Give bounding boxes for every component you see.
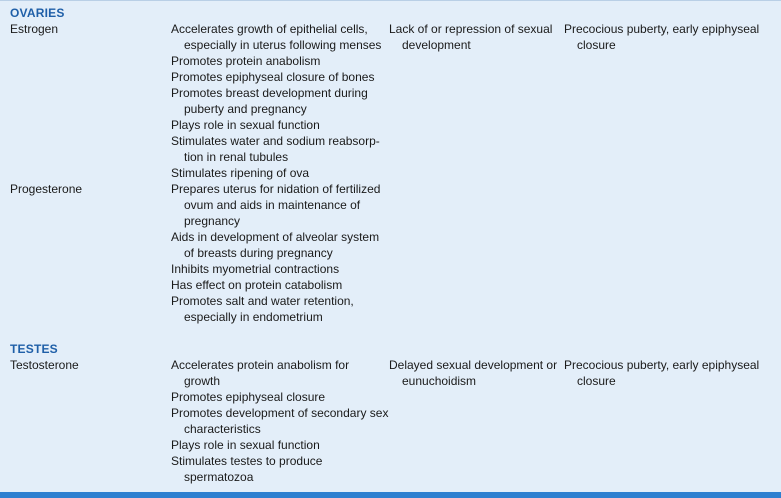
function-line: Plays role in sexual function bbox=[171, 438, 320, 452]
function-line: especially in uterus following menses bbox=[184, 38, 382, 52]
function-line: Promotes epiphyseal closure of bones bbox=[171, 70, 375, 84]
function-line: Promotes salt and water retention, bbox=[171, 294, 354, 308]
hormone-name: Progesterone bbox=[10, 182, 83, 196]
hormone-row-progesterone bbox=[0, 181, 781, 325]
hyper-cell bbox=[564, 357, 764, 485]
hormone-row-testosterone bbox=[0, 357, 781, 485]
function-line: Accelerates protein anabolism for bbox=[171, 358, 350, 372]
function-line: Prepares uterus for nidation of fertilized bbox=[171, 182, 381, 196]
section-title: TESTES bbox=[10, 342, 58, 356]
function-line: Promotes epiphyseal closure bbox=[171, 390, 326, 404]
function-line: characteristics bbox=[184, 422, 261, 436]
function-line: spermatozoa bbox=[184, 470, 254, 484]
function-line: pregnancy bbox=[184, 214, 241, 228]
hypo-line: development bbox=[402, 38, 471, 52]
top-rule bbox=[0, 0, 781, 1]
section-testes bbox=[0, 341, 781, 485]
function-line: Has effect on protein catabolism bbox=[171, 278, 343, 292]
section-ovaries bbox=[0, 5, 781, 325]
function-line: growth bbox=[184, 374, 221, 388]
functions-cell bbox=[171, 357, 389, 485]
function-line: especially in endometrium bbox=[184, 310, 323, 324]
hormone-row-estrogen bbox=[0, 21, 781, 181]
function-line: Stimulates testes to produce bbox=[171, 454, 323, 468]
function-line: Accelerates growth of epithelial cells, bbox=[171, 22, 368, 36]
hormone-table bbox=[0, 5, 781, 485]
function-line: Promotes development of secondary sex bbox=[171, 406, 389, 420]
functions-cell bbox=[171, 181, 389, 325]
hypo-cell bbox=[389, 181, 564, 325]
function-line: Stimulates ripening of ova bbox=[171, 166, 310, 180]
hormone-name: Testosterone bbox=[10, 358, 79, 372]
hyper-line: Precocious puberty, early epiphyseal bbox=[564, 22, 760, 36]
hyper-line: closure bbox=[577, 374, 616, 388]
function-line: of breasts during pregnancy bbox=[184, 246, 333, 260]
function-line: Stimulates water and sodium reabsorp- bbox=[171, 134, 380, 148]
function-line: Aids in development of alveolar system bbox=[171, 230, 380, 244]
section-spacer bbox=[0, 325, 781, 341]
function-line: ovum and aids in maintenance of bbox=[184, 198, 361, 212]
bottom-rule bbox=[0, 492, 781, 498]
functions-cell bbox=[171, 21, 389, 181]
section-title: OVARIES bbox=[10, 6, 65, 20]
hyper-line: closure bbox=[577, 38, 616, 52]
hyper-cell bbox=[564, 181, 764, 325]
hypo-line: Delayed sexual development or bbox=[389, 358, 558, 372]
hormone-name: Estrogen bbox=[10, 22, 59, 36]
function-line: Plays role in sexual function bbox=[171, 118, 320, 132]
function-line: puberty and pregnancy bbox=[184, 102, 307, 116]
hyper-line: Precocious puberty, early epiphyseal bbox=[564, 358, 760, 372]
function-line: Promotes protein anabolism bbox=[171, 54, 321, 68]
hyper-cell bbox=[564, 21, 764, 181]
hypo-cell bbox=[389, 21, 564, 181]
function-line: Promotes breast development during bbox=[171, 86, 368, 100]
hypo-line: Lack of or repression of sexual bbox=[389, 22, 553, 36]
function-line: Inhibits myometrial contractions bbox=[171, 262, 340, 276]
hypo-cell bbox=[389, 357, 564, 485]
function-line: tion in renal tubules bbox=[184, 150, 289, 164]
hypo-line: eunuchoidism bbox=[402, 374, 477, 388]
